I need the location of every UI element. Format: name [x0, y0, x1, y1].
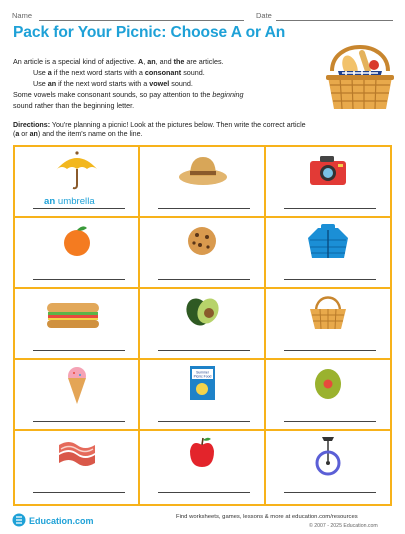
answer-line[interactable]	[284, 492, 376, 493]
answer-line[interactable]	[284, 208, 376, 209]
answer-line[interactable]	[284, 279, 376, 280]
jacket-icon	[304, 220, 352, 262]
grid-cell-book	[140, 360, 266, 432]
basket-icon	[304, 291, 352, 333]
date-label: Date	[256, 11, 272, 20]
grid-cell-orange	[15, 218, 141, 290]
grid-cell-basket	[266, 289, 392, 361]
ice-cream-icon	[53, 362, 101, 406]
name-field[interactable]	[39, 20, 244, 21]
footer-copyright: © 2007 - 2025 Education.com	[309, 523, 378, 529]
intro-line-2: Use a if the next word starts with a consonant sound.	[33, 68, 205, 77]
intro-line-3: Use an if the next word starts with a vowel sound.	[33, 79, 193, 88]
book-icon	[178, 362, 226, 406]
page-title: Pack for Your Picnic: Choose A or An	[13, 24, 286, 41]
cookie-icon	[178, 220, 226, 260]
answer-line[interactable]	[158, 421, 250, 422]
grid-cell-camera	[266, 147, 392, 219]
answer-line[interactable]	[158, 350, 250, 351]
intro-line-4: Some vowels make consonant sounds, so pay attention to the beginning	[13, 90, 244, 99]
sun-hat-icon	[178, 149, 228, 189]
sandwich-icon	[45, 295, 101, 333]
answer-line[interactable]	[33, 208, 125, 209]
intro-line-5: sound rather than the beginning letter.	[13, 101, 135, 110]
camera-icon	[304, 149, 352, 189]
answer-line[interactable]	[33, 492, 125, 493]
grid-cell-unicycle	[266, 431, 392, 503]
unicycle-icon	[304, 433, 352, 477]
directions: Directions: You're planning a picnic! Look at the pictures below. Then write the correct article (a or an) and the item's name on the line.	[13, 121, 306, 139]
example-answer: an umbrella	[44, 196, 95, 207]
name-label: Name	[12, 11, 33, 20]
bacon-icon	[53, 433, 101, 473]
picnic-basket-icon	[318, 33, 402, 113]
picnic-items-grid	[13, 145, 392, 506]
umbrella-icon	[53, 149, 101, 191]
answer-line[interactable]	[158, 492, 250, 493]
answer-line[interactable]	[33, 421, 125, 422]
answer-line[interactable]	[158, 279, 250, 280]
olive-icon	[304, 362, 352, 404]
grid-cell-umbrella	[15, 147, 141, 219]
answer-line[interactable]	[284, 350, 376, 351]
orange-icon	[53, 220, 101, 260]
grid-cell-ice-cream	[15, 360, 141, 432]
footer-link-text[interactable]: Find worksheets, games, lessons & more at education.com/resources	[176, 514, 358, 520]
apple-icon	[178, 433, 226, 473]
grid-cell-apple	[140, 431, 266, 503]
footer-logo[interactable]: Education.com	[29, 516, 94, 526]
grid-cell-hat	[140, 147, 266, 219]
answer-line[interactable]	[33, 350, 125, 351]
grid-cell-cookie	[140, 218, 266, 290]
intro-line-1: An article is a special kind of adjective. A, an, and the are articles.	[13, 57, 224, 66]
grid-cell-avocado	[140, 289, 266, 361]
education-logo-icon	[12, 513, 26, 527]
grid-cell-bacon	[15, 431, 141, 503]
avocado-icon	[178, 291, 226, 331]
answer-line[interactable]	[33, 279, 125, 280]
grid-cell-sandwich	[15, 289, 141, 361]
book-title-2: Picnic Food	[193, 374, 212, 379]
grid-cell-olive	[266, 360, 392, 432]
date-field[interactable]	[276, 20, 393, 21]
book-title-1: Summer	[196, 370, 209, 375]
answer-line[interactable]	[284, 421, 376, 422]
answer-line[interactable]	[158, 208, 250, 209]
grid-cell-jacket	[266, 218, 392, 290]
